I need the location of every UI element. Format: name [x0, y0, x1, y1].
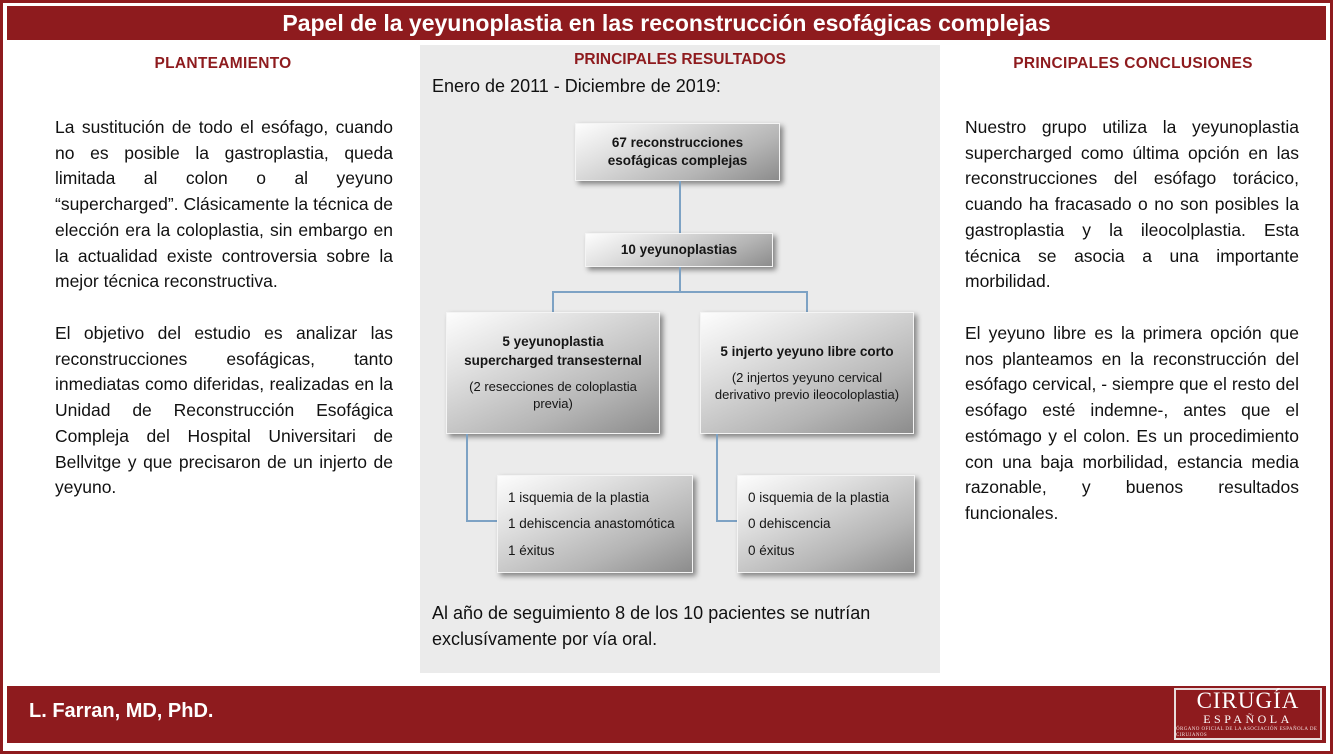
- flow-box-level2: [585, 233, 773, 267]
- planteamiento-heading: PLANTEAMIENTO: [154, 55, 292, 72]
- outcome-left-line-2: 1 dehiscencia anastomótica: [508, 516, 675, 532]
- connector-root-to-level2: [679, 181, 681, 233]
- page-title: Papel de la yeyunoplastia en las reconstrucción esofágicas complejas: [282, 9, 1051, 36]
- outcome-left-line-1: 1 isquemia de la plastia: [508, 489, 650, 505]
- connector-right-down: [716, 434, 718, 522]
- connector-split-left: [552, 291, 554, 312]
- journal-logo-line1: CIRUGÍA: [1196, 688, 1300, 714]
- flow-box-outcomes-left: [497, 475, 693, 573]
- journal-logo-tagline: ÓRGANO OFICIAL DE LA ASOCIACIÓN ESPAÑOLA DE CIRUJANOS: [1176, 726, 1318, 738]
- flow-box-branch-right: [700, 312, 914, 434]
- flow-box-outcomes-right: [737, 475, 915, 573]
- outcome-right-line-3: 0 éxitus: [748, 543, 795, 559]
- branch-right-title: 5 injerto yeyuno libre corto: [720, 343, 894, 359]
- study-period: Enero de 2011 - Diciembre de 2019:: [432, 76, 721, 96]
- author-name: L. Farran, MD, PhD.: [29, 700, 214, 722]
- followup-footnote: Al año de seguimiento 8 de los 10 pacientes se nutrían exclusívamente por vía oral.: [432, 603, 871, 650]
- planteamiento-text: [55, 115, 393, 527]
- title-bar: [7, 6, 1326, 40]
- flow-box-branch-left: [446, 312, 660, 434]
- outcome-right-line-1: 0 isquemia de la plastia: [748, 489, 890, 505]
- outcome-left-line-3: 1 éxitus: [508, 543, 555, 559]
- results-panel: [420, 45, 940, 673]
- connector-split-right: [806, 291, 808, 312]
- journal-logo: [1174, 688, 1322, 740]
- flow-box-root: [575, 123, 780, 181]
- flow-box-root-label: 67 reconstrucciones esofágicas complejas: [607, 134, 748, 168]
- resultados-heading: PRINCIPALES RESULTADOS: [574, 51, 786, 68]
- conclusiones-paragraph-2: El yeyuno libre es la primera opción que nos planteamos en la reconstrucción del esófago cervical, - siempre que el resto del esófago esté indemne-, antes que el estómago y el colon. Es un procedimiento con una baja morbilidad, estancia media razonable, y buenos resultados funcionales.: [965, 323, 1299, 524]
- journal-logo-line2: ESPAÑOLA: [1203, 712, 1293, 727]
- footer-bar: [7, 686, 1326, 743]
- flow-box-level2-label: 10 yeyunoplastias: [620, 241, 738, 257]
- connector-left-horizontal: [466, 520, 497, 522]
- planteamiento-paragraph-2: El objetivo del estudio es analizar las reconstrucciones esofágicas, tanto inmediatas como diferidas, realizadas en la Unidad de Reconstrucción Esofágica Compleja del Hospital Universitari de Bellvitge y que precisaron de un injerto de yeyuno.: [55, 323, 393, 498]
- conclusiones-heading: PRINCIPALES CONCLUSIONES: [1013, 55, 1253, 72]
- planteamiento-paragraph-1: La sustitución de todo el esófago, cuando no es posible la gastroplastia, queda limitada al colon o al yeyuno “supercharged”. Clásicamente la técnica de elección era la coloplastia, sin embargo en la actualidad existe controversia sobre la mejor técnica reconstructiva.: [55, 117, 393, 292]
- branch-right-subtitle: (2 injertos yeyuno cervical derivativo previo ileocoloplastia): [714, 369, 900, 402]
- conclusiones-paragraph-1: Nuestro grupo utiliza la yeyunoplastia supercharged como última opción en las reconstrucciones del esófago torácico, cuando ha fracasado o no son posibles la gastroplastia y la ileocolplastia. Esta técnica se asocia a una importante morbilidad.: [965, 117, 1299, 292]
- branch-left-title: 5 yeyunoplastia supercharged transesternal: [464, 334, 642, 368]
- connector-level2-down: [679, 267, 681, 293]
- conclusiones-text: [965, 115, 1299, 553]
- connector-split-horizontal: [552, 291, 808, 293]
- branch-left-subtitle: (2 resecciones de coloplastia previa): [469, 378, 637, 411]
- connector-left-down: [466, 434, 468, 522]
- outcome-right-line-2: 0 dehiscencia: [748, 516, 831, 532]
- connector-right-horizontal: [716, 520, 737, 522]
